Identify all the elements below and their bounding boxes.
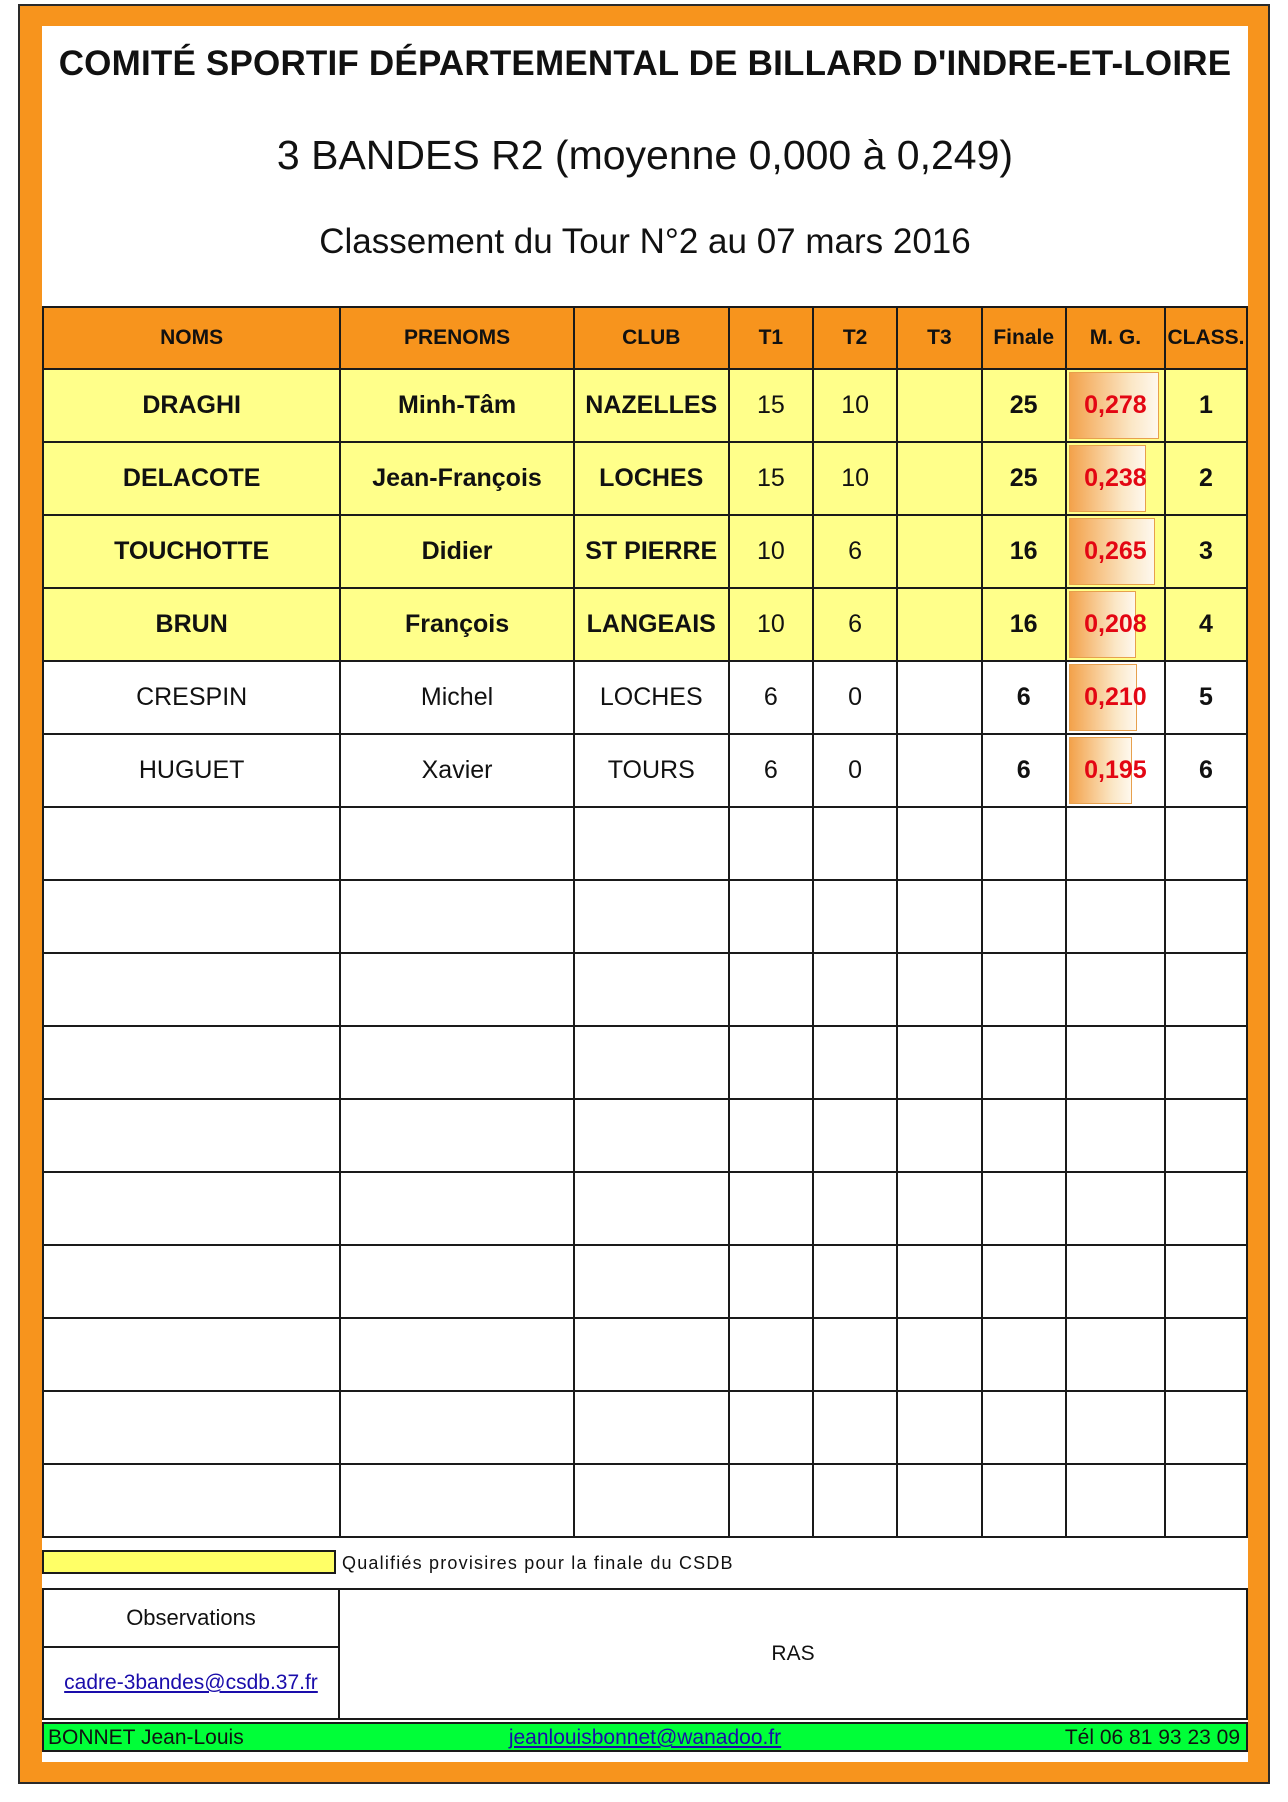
empty-cell	[340, 1026, 574, 1099]
table-row-empty	[43, 1172, 1247, 1245]
cell-t3	[897, 515, 981, 588]
cell-t2: 0	[813, 734, 897, 807]
cell-mg	[1066, 442, 1165, 515]
empty-cell	[43, 1318, 340, 1391]
empty-cell	[729, 1099, 813, 1172]
cell-t1: 15	[729, 369, 813, 442]
mg-value: 0,265	[1084, 537, 1147, 565]
cell-club: ST PIERRE	[574, 515, 729, 588]
col-header-noms: NOMS	[43, 307, 340, 369]
empty-cell	[1165, 953, 1247, 1026]
table-row-empty	[43, 807, 1247, 880]
table-row-empty	[43, 1318, 1247, 1391]
empty-cell	[43, 1391, 340, 1464]
empty-cell	[1066, 880, 1165, 953]
cell-club: NAZELLES	[574, 369, 729, 442]
empty-cell	[897, 880, 981, 953]
observations-box	[42, 1588, 1248, 1720]
empty-cell	[574, 1245, 729, 1318]
empty-cell	[574, 1391, 729, 1464]
empty-cell	[729, 1464, 813, 1537]
empty-cell	[574, 953, 729, 1026]
empty-cell	[897, 807, 981, 880]
cell-nom: TOUCHOTTE	[43, 515, 340, 588]
empty-cell	[1165, 880, 1247, 953]
empty-cell	[813, 1026, 897, 1099]
cell-prenom: Jean-François	[340, 442, 574, 515]
empty-cell	[340, 1245, 574, 1318]
empty-cell	[1165, 1099, 1247, 1172]
footer-email-link[interactable]: jeanlouisbonnet@wanadoo.fr	[508, 1726, 782, 1749]
cell-t3	[897, 442, 981, 515]
empty-cell	[982, 880, 1066, 953]
cell-prenom: Xavier	[340, 734, 574, 807]
empty-cell	[43, 1464, 340, 1537]
document-sheet	[42, 26, 1248, 1762]
empty-cell	[574, 1172, 729, 1245]
footer-bar	[42, 1722, 1248, 1752]
cell-t2: 10	[813, 442, 897, 515]
cell-mg	[1066, 588, 1165, 661]
cell-t2: 6	[813, 588, 897, 661]
empty-cell	[1066, 1099, 1165, 1172]
empty-cell	[813, 1099, 897, 1172]
cell-mg	[1066, 369, 1165, 442]
table-header-row	[43, 307, 1247, 369]
empty-cell	[813, 1245, 897, 1318]
col-header-prenoms: PRENOMS	[340, 307, 574, 369]
cell-class: 3	[1165, 515, 1247, 588]
cell-prenom: Michel	[340, 661, 574, 734]
cell-t1: 6	[729, 661, 813, 734]
qualified-legend-swatch	[42, 1550, 336, 1574]
empty-cell	[729, 807, 813, 880]
cell-t2: 10	[813, 369, 897, 442]
table-row	[43, 588, 1247, 661]
empty-cell	[982, 1099, 1066, 1172]
mg-value: 0,238	[1084, 464, 1147, 492]
cell-prenom: François	[340, 588, 574, 661]
empty-cell	[340, 1172, 574, 1245]
empty-cell	[982, 1172, 1066, 1245]
cell-nom: DELACOTE	[43, 442, 340, 515]
empty-cell	[897, 1172, 981, 1245]
empty-cell	[897, 1026, 981, 1099]
empty-cell	[340, 1391, 574, 1464]
empty-cell	[897, 1245, 981, 1318]
mg-value: 0,278	[1084, 391, 1147, 419]
col-header-class: CLASS.	[1165, 307, 1247, 369]
table-row	[43, 734, 1247, 807]
cell-finale: 16	[982, 588, 1066, 661]
table-body	[43, 369, 1247, 1537]
empty-cell	[729, 1172, 813, 1245]
empty-cell	[574, 807, 729, 880]
empty-cell	[1066, 1464, 1165, 1537]
cell-mg	[1066, 734, 1165, 807]
empty-cell	[574, 1464, 729, 1537]
ranking-title: Classement du Tour N°2 au 07 mars 2016	[319, 222, 971, 261]
observations-label: Observations	[44, 1590, 340, 1648]
empty-cell	[43, 880, 340, 953]
cell-club: TOURS	[574, 734, 729, 807]
cell-nom: DRAGHI	[43, 369, 340, 442]
cell-finale: 16	[982, 515, 1066, 588]
empty-cell	[982, 1026, 1066, 1099]
table-row-empty	[43, 1026, 1247, 1099]
table-row-empty	[43, 1099, 1247, 1172]
page-frame	[18, 4, 1270, 1784]
empty-cell	[729, 953, 813, 1026]
empty-cell	[1066, 1172, 1165, 1245]
empty-cell	[1066, 1245, 1165, 1318]
empty-cell	[982, 1391, 1066, 1464]
table-row	[43, 515, 1247, 588]
cell-finale: 6	[982, 661, 1066, 734]
org-title: COMITÉ SPORTIF DÉPARTEMENTAL DE BILLARD D'INDRE-ET-LOIRE	[58, 44, 1232, 83]
cell-class: 6	[1165, 734, 1247, 807]
cell-t3	[897, 661, 981, 734]
empty-cell	[1066, 1026, 1165, 1099]
empty-cell	[982, 1245, 1066, 1318]
empty-cell	[982, 807, 1066, 880]
empty-cell	[340, 1099, 574, 1172]
empty-cell	[340, 1318, 574, 1391]
empty-cell	[982, 1464, 1066, 1537]
empty-cell	[340, 953, 574, 1026]
cell-t1: 6	[729, 734, 813, 807]
empty-cell	[43, 1172, 340, 1245]
observations-email-link[interactable]: cadre-3bandes@csdb.37.fr	[44, 1648, 340, 1720]
empty-cell	[897, 1464, 981, 1537]
mg-value: 0,210	[1084, 683, 1147, 711]
empty-cell	[729, 1318, 813, 1391]
table-row	[43, 442, 1247, 515]
empty-cell	[43, 1099, 340, 1172]
table-row-empty	[43, 1391, 1247, 1464]
mg-value: 0,208	[1084, 610, 1147, 638]
empty-cell	[574, 880, 729, 953]
empty-cell	[813, 1172, 897, 1245]
cell-t2: 6	[813, 515, 897, 588]
cell-nom: CRESPIN	[43, 661, 340, 734]
mg-value: 0,195	[1084, 756, 1147, 784]
cell-t3	[897, 588, 981, 661]
table-row-empty	[43, 1464, 1247, 1537]
cell-finale: 25	[982, 369, 1066, 442]
cell-t1: 10	[729, 515, 813, 588]
empty-cell	[1066, 1391, 1165, 1464]
table-row-empty	[43, 880, 1247, 953]
col-header-t1: T1	[729, 307, 813, 369]
cell-club: LOCHES	[574, 442, 729, 515]
cell-class: 4	[1165, 588, 1247, 661]
cell-club: LOCHES	[574, 661, 729, 734]
cell-nom: BRUN	[43, 588, 340, 661]
cell-class: 2	[1165, 442, 1247, 515]
empty-cell	[813, 1464, 897, 1537]
empty-cell	[340, 807, 574, 880]
empty-cell	[897, 1099, 981, 1172]
empty-cell	[1066, 1318, 1165, 1391]
cell-t1: 10	[729, 588, 813, 661]
empty-cell	[1066, 953, 1165, 1026]
empty-cell	[729, 880, 813, 953]
empty-cell	[1066, 807, 1165, 880]
col-header-finale: Finale	[982, 307, 1066, 369]
cell-t3	[897, 369, 981, 442]
table-row	[43, 369, 1247, 442]
cell-club: LANGEAIS	[574, 588, 729, 661]
col-header-t3: T3	[897, 307, 981, 369]
col-header-mg: M. G.	[1066, 307, 1165, 369]
cell-t1: 15	[729, 442, 813, 515]
cell-class: 5	[1165, 661, 1247, 734]
empty-cell	[1165, 1245, 1247, 1318]
footer-name: BONNET Jean-Louis	[48, 1726, 244, 1749]
cell-finale: 6	[982, 734, 1066, 807]
cell-nom: HUGUET	[43, 734, 340, 807]
qualified-legend-label: Qualifiés provisires pour la finale du CSDB	[342, 1553, 734, 1573]
col-header-club: CLUB	[574, 307, 729, 369]
empty-cell	[340, 1464, 574, 1537]
cell-finale: 25	[982, 442, 1066, 515]
empty-cell	[1165, 1026, 1247, 1099]
empty-cell	[982, 953, 1066, 1026]
empty-cell	[43, 1026, 340, 1099]
empty-cell	[729, 1245, 813, 1318]
empty-cell	[813, 880, 897, 953]
empty-cell	[1165, 1391, 1247, 1464]
empty-cell	[813, 1391, 897, 1464]
empty-cell	[1165, 807, 1247, 880]
empty-cell	[1165, 1318, 1247, 1391]
cell-prenom: Didier	[340, 515, 574, 588]
empty-cell	[43, 1245, 340, 1318]
empty-cell	[1165, 1172, 1247, 1245]
empty-cell	[982, 1318, 1066, 1391]
empty-cell	[897, 953, 981, 1026]
empty-cell	[43, 953, 340, 1026]
empty-cell	[574, 1318, 729, 1391]
empty-cell	[897, 1391, 981, 1464]
empty-cell	[1165, 1464, 1247, 1537]
empty-cell	[813, 1318, 897, 1391]
cell-class: 1	[1165, 369, 1247, 442]
empty-cell	[43, 807, 340, 880]
cell-prenom: Minh-Tâm	[340, 369, 574, 442]
table-row-empty	[43, 1245, 1247, 1318]
empty-cell	[813, 953, 897, 1026]
empty-cell	[574, 1026, 729, 1099]
cell-t2: 0	[813, 661, 897, 734]
empty-cell	[897, 1318, 981, 1391]
cell-mg	[1066, 661, 1165, 734]
category-title: 3 BANDES R2 (moyenne 0,000 à 0,249)	[276, 132, 1014, 178]
empty-cell	[813, 807, 897, 880]
results-table	[42, 306, 1248, 1538]
table-row-empty	[43, 953, 1247, 1026]
cell-t3	[897, 734, 981, 807]
empty-cell	[729, 1026, 813, 1099]
empty-cell	[574, 1099, 729, 1172]
empty-cell	[729, 1391, 813, 1464]
cell-mg	[1066, 515, 1165, 588]
empty-cell	[340, 880, 574, 953]
footer-phone: Tél 06 81 93 23 09	[1064, 1726, 1240, 1749]
col-header-t2: T2	[813, 307, 897, 369]
table-row	[43, 661, 1247, 734]
observations-value: RAS	[771, 1642, 815, 1665]
